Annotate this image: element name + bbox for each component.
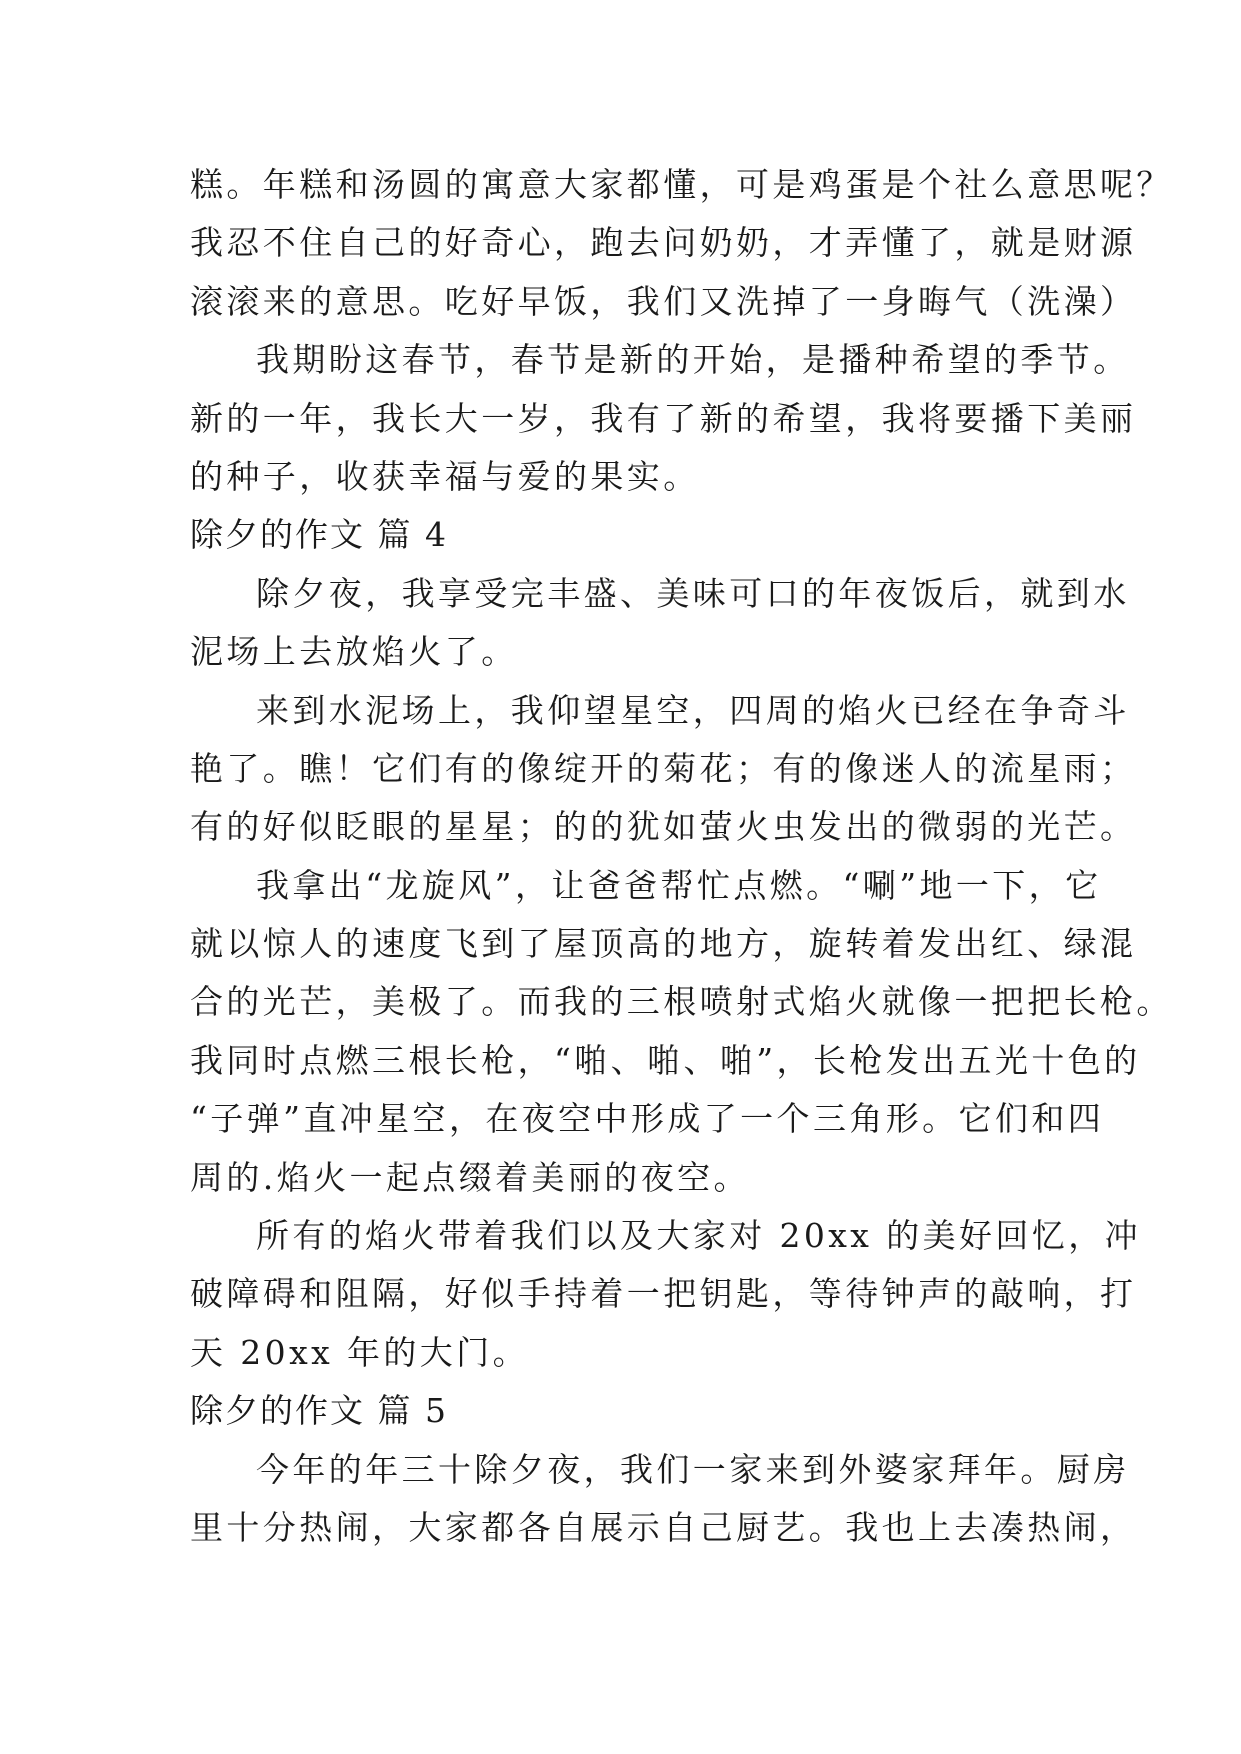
paragraph-start-line: 除夕夜，我享受完丰盛、美味可口的年夜饭后，就到水 xyxy=(256,573,1130,613)
text-line: 就以惊人的速度飞到了屋顶高的地方，旋转着发出红、绿混 xyxy=(190,924,1137,964)
text-line: 我忍不住自己的好奇心，跑去问奶奶，才弄懂了，就是财源 xyxy=(190,223,1137,263)
text-line: 里十分热闹，大家都各自展示自己厨艺。我也上去凑热闹， xyxy=(190,1507,1137,1547)
text-line: 糕。年糕和汤圆的寓意大家都懂，可是鸡蛋是个社么意思呢？ xyxy=(190,165,1173,204)
text-line: 泥场上去放焰火了。 xyxy=(190,632,518,672)
text-line: 滚滚来的意思。吃好早饭，我们又洗掉了一身晦气（洗澡） xyxy=(190,281,1137,321)
text-line: “子弹”直冲星空，在夜空中形成了一个三角形。它们和四 xyxy=(190,1099,1105,1139)
paragraph-start-line: 来到水泥场上，我仰望星空，四周的焰火已经在争奇斗 xyxy=(256,690,1130,730)
paragraph-start-line: 今年的年三十除夕夜，我们一家来到外婆家拜年。厨房 xyxy=(256,1449,1130,1489)
text-line: 新的一年，我长大一岁，我有了新的希望，我将要播下美丽 xyxy=(190,398,1137,438)
text-line: 我同时点燃三根长枪，“啪、啪、啪”，长枪发出五光十色的 xyxy=(190,1040,1141,1080)
section-heading-5: 除夕的作文 篇 5 xyxy=(190,1391,448,1431)
paragraph-start-line: 所有的焰火带着我们以及大家对 20xx 的美好回忆，冲 xyxy=(256,1216,1141,1256)
text-line: 周的.焰火一起点缀着美丽的夜空。 xyxy=(190,1157,750,1197)
essay-body xyxy=(190,156,1173,1557)
text-line: 破障碍和阻隔，好似手持着一把钥匙，等待钟声的敲响，打 xyxy=(190,1274,1137,1314)
text-line: 天 20xx 年的大门。 xyxy=(190,1332,529,1372)
section-heading-4: 除夕的作文 篇 4 xyxy=(190,515,448,555)
paragraph-start-line: 我拿出“龙旋风”，让爸爸帮忙点燃。“唰”地一下，它 xyxy=(256,865,1102,905)
text-line: 有的好似眨眼的星星；的的犹如萤火虫发出的微弱的光芒。 xyxy=(190,807,1137,847)
text-line: 艳了。瞧！它们有的像绽开的菊花；有的像迷人的流星雨； xyxy=(190,748,1137,788)
paragraph-start-line: 我期盼这春节，春节是新的开始，是播种希望的季节。 xyxy=(256,340,1130,380)
text-line: 的种子，收获幸福与爱的果实。 xyxy=(190,456,700,496)
text-line: 合的光芒，美极了。而我的三根喷射式焰火就像一把把长枪。 xyxy=(190,982,1173,1022)
